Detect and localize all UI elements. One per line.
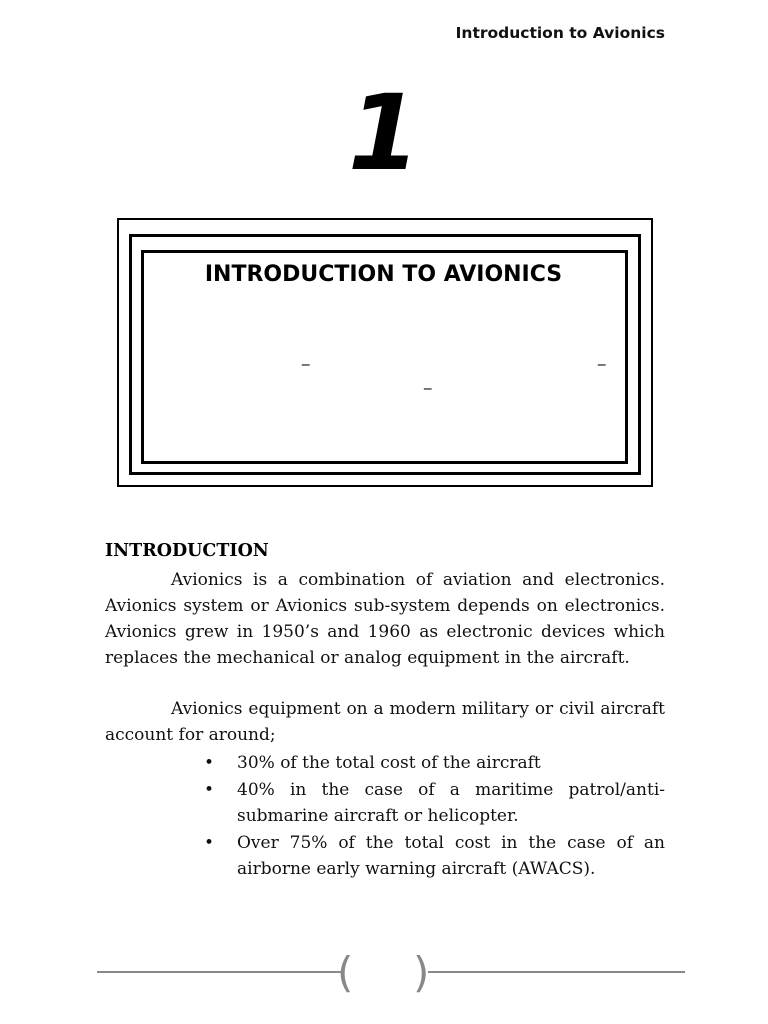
- list-item: [204, 830, 665, 882]
- chapter-title: INTRODUCTION TO AVIONICS: [204, 262, 563, 287]
- paragraph-1: [105, 567, 665, 671]
- section-heading: INTRODUCTION: [105, 541, 269, 561]
- footer-open-bracket: (: [337, 948, 354, 997]
- paragraph-2: [105, 696, 665, 748]
- list-item-text: Over 75% of the total cost in the case of an airborne early warning aircraft (AWACS).: [237, 833, 665, 879]
- list-item: [204, 750, 665, 776]
- paragraph-text: Avionics is a combination of aviation and electronics. Avionics system or Avionics sub-system depends on electronics. Avionics grew in 1950’s and 1960 as electronic devices which replaces the mechanical or analog equipment in the aircraft.: [105, 570, 665, 668]
- footer-rule-left: [97, 971, 343, 973]
- footer-close-bracket: ): [413, 948, 430, 997]
- frame-mark: _: [598, 348, 606, 366]
- chapter-number: 1: [347, 72, 421, 194]
- bullet-list: [204, 750, 665, 883]
- bullet-icon: •: [204, 753, 215, 773]
- frame-mark: _: [302, 348, 310, 366]
- paragraph-text: Avionics equipment on a modern military or civil aircraft account for around;: [105, 699, 665, 745]
- list-item-text: 40% in the case of a maritime patrol/anti-submarine aircraft or helicopter.: [237, 780, 665, 826]
- bullet-icon: •: [204, 780, 215, 800]
- footer-rule-right: [428, 971, 685, 973]
- running-header: Introduction to Avionics: [455, 24, 665, 42]
- list-item: [204, 777, 665, 829]
- frame-mark: _: [424, 372, 432, 390]
- list-item-text: 30% of the total cost of the aircraft: [237, 753, 541, 773]
- bullet-icon: •: [204, 833, 215, 853]
